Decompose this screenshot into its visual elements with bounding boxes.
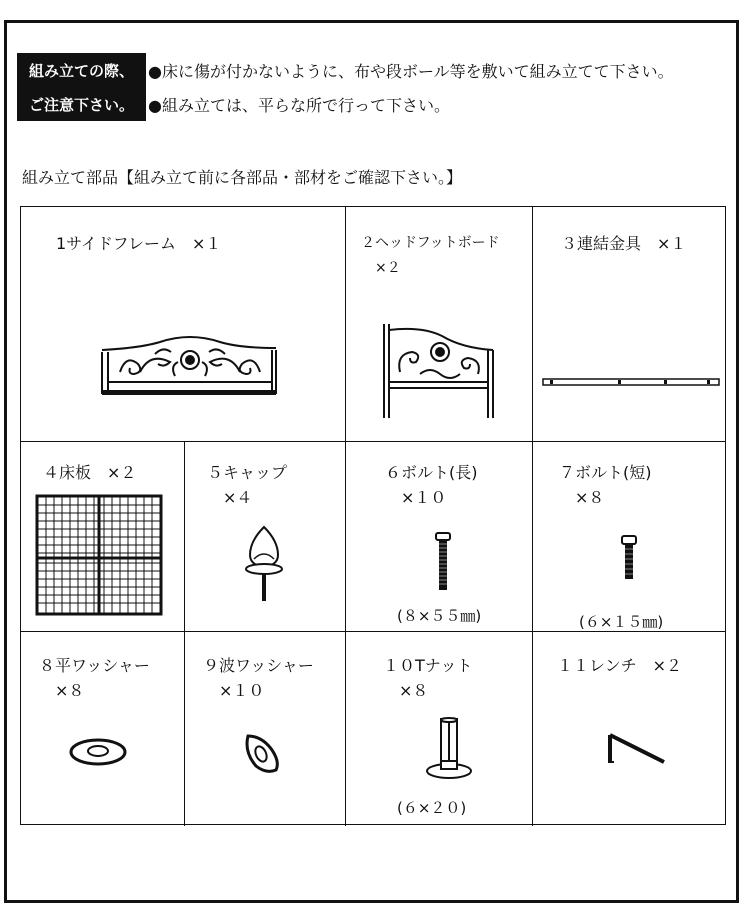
- long-bolt-icon: [434, 532, 452, 592]
- wrench-icon: [606, 732, 668, 766]
- part-label-flat-washer: ８平ワッシャー ×８: [39, 656, 150, 700]
- part-spec-t-nut: (６×２０): [397, 799, 467, 817]
- notice-line1: ●床に傷が付かないように、布や段ボール等を敷いて組み立てて下さい。: [148, 61, 674, 81]
- side-frame-icon: [100, 332, 280, 402]
- part-label-t-nut: １０Tナット ×８: [383, 656, 473, 700]
- part-spec-short-bolt: (６×１５㎜): [579, 613, 664, 631]
- part-label-cap: ５キャップ ×４: [207, 463, 288, 507]
- head-foot-board-icon: [382, 322, 497, 422]
- short-bolt-icon: [620, 535, 638, 581]
- column-divider: [345, 207, 346, 826]
- part-label-connecting-bracket: ３連結金具 ×１: [561, 234, 687, 253]
- connecting-bracket-icon: [542, 377, 722, 389]
- part-label-head-foot-board: ２ヘッドフットボード ×２: [361, 235, 500, 276]
- row-divider: [21, 441, 725, 442]
- column-divider: [532, 207, 533, 826]
- part-label-side-frame: 1サイドフレーム ×１: [56, 234, 222, 253]
- column-divider: [184, 441, 185, 826]
- flat-washer-icon: [68, 737, 128, 767]
- cap-icon: [242, 525, 286, 605]
- part-label-floor-board: ４床板 ×２: [43, 463, 137, 482]
- floor-board-icon: [36, 495, 162, 615]
- part-spec-long-bolt: (８×５５㎜): [397, 607, 482, 625]
- part-label-short-bolt: ７ボルト(短) ×８: [559, 463, 652, 507]
- part-label-wave-washer: ９波ワッシャー ×１０: [203, 656, 314, 700]
- t-nut-icon: [424, 717, 474, 783]
- part-label-wrench: １１レンチ ×２: [557, 656, 683, 675]
- notice-line2: ●組み立ては、平らな所で行って下さい。: [148, 95, 450, 115]
- notice-label-line1: 組み立ての際、: [17, 53, 146, 87]
- notice-label-line2: ご注意下さい。: [17, 87, 146, 121]
- wave-washer-icon: [242, 732, 282, 776]
- part-label-long-bolt: ６ボルト(長) ×１０: [385, 463, 478, 507]
- section-title: 組み立て部品【組み立て前に各部品・部材をご確認下さい。】: [22, 168, 463, 187]
